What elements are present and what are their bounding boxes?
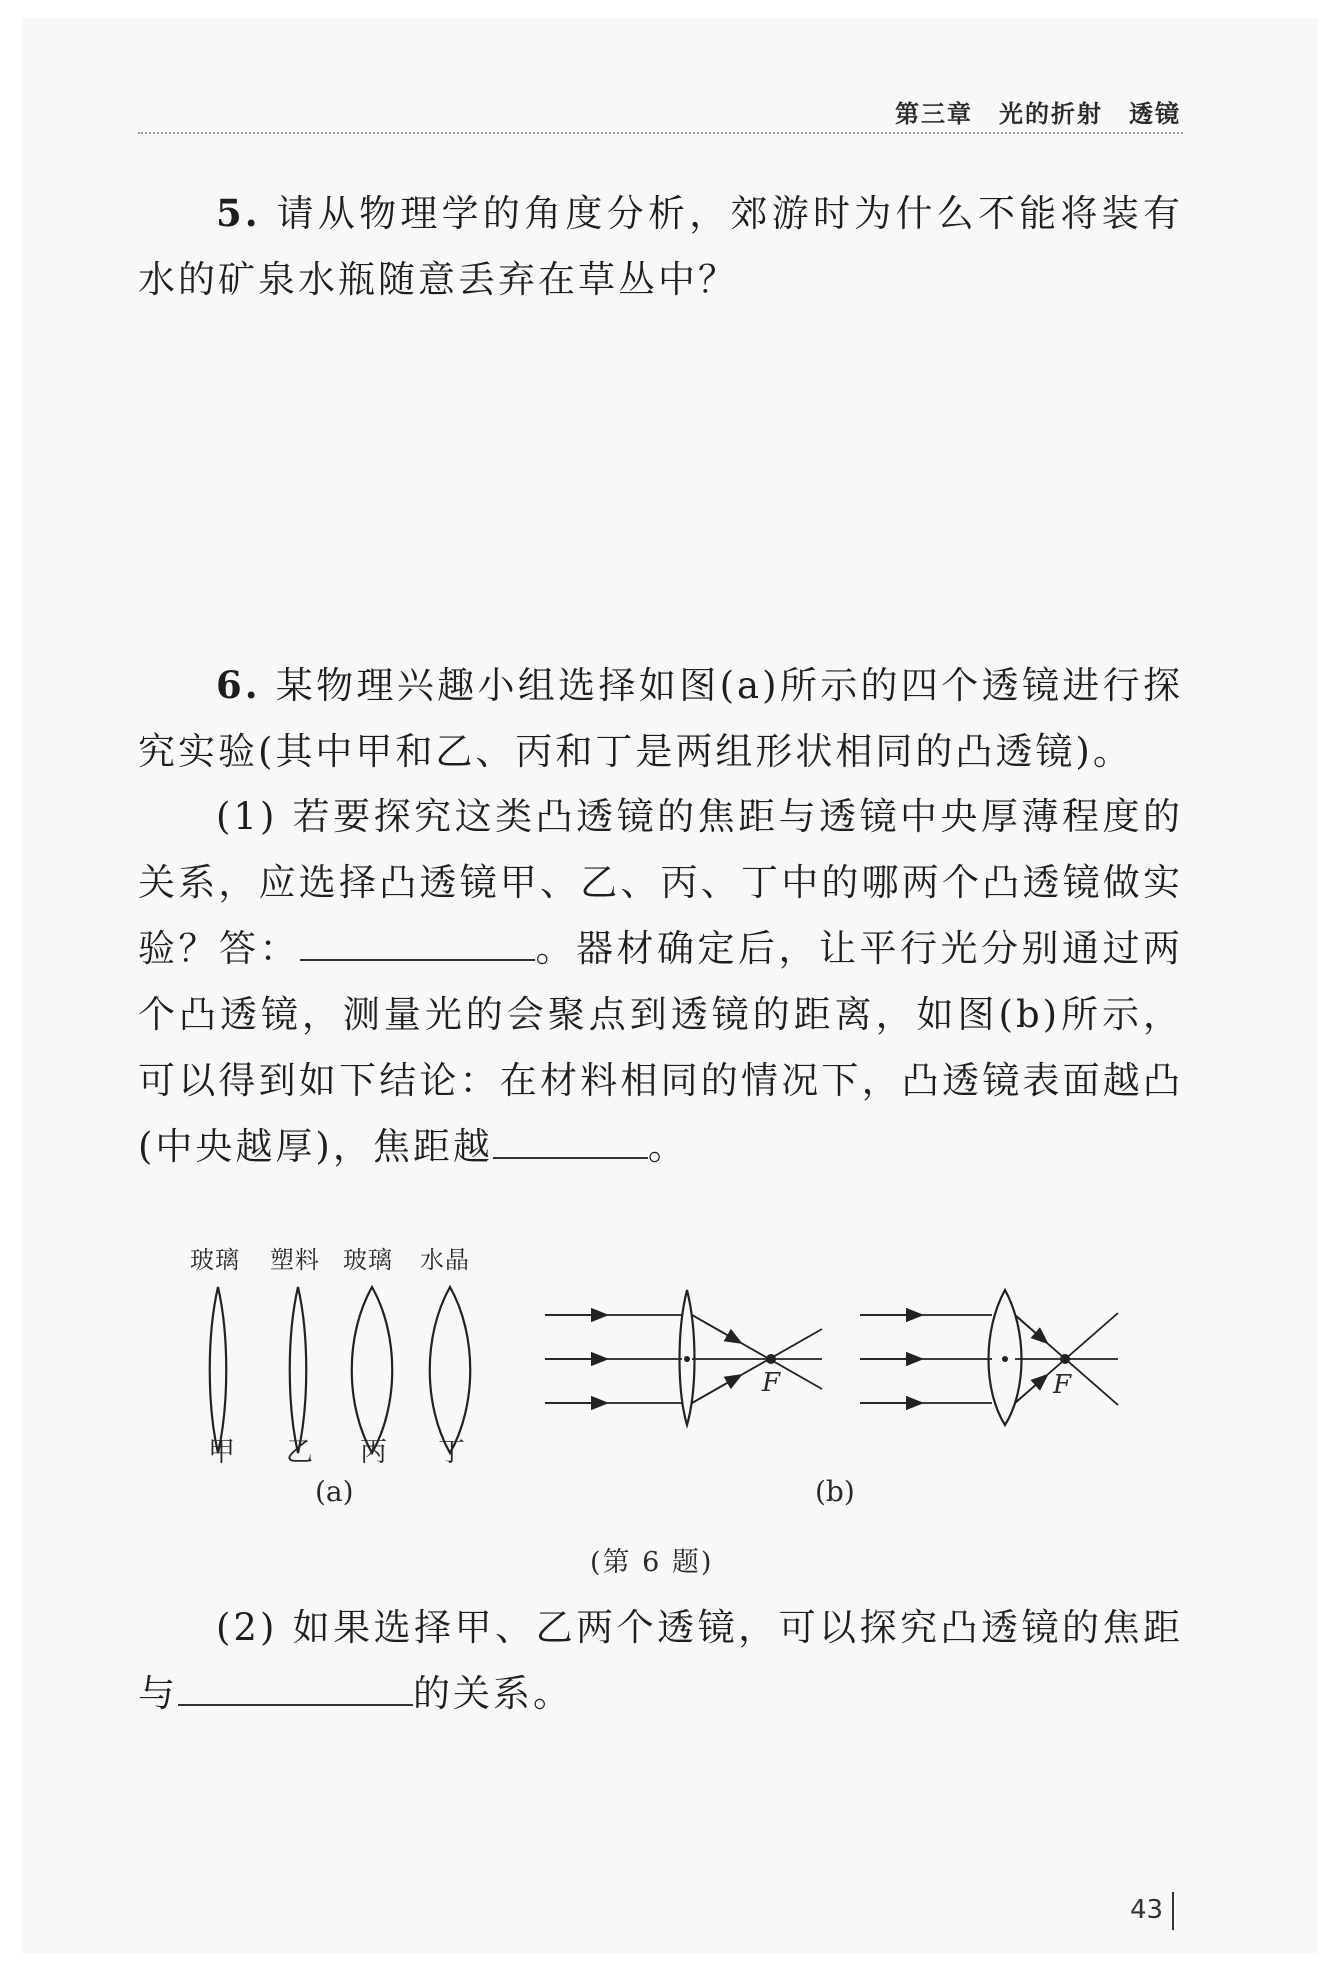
question-5-text: 请从物理学的角度分析，郊游时为什么不能将装有水的矿泉水瓶随意丢弃在草丛中？ xyxy=(138,192,1183,301)
lens-name-jia: 甲 xyxy=(208,1437,236,1468)
material-label-jia: 玻璃 xyxy=(190,1246,240,1274)
answer-blank-variable[interactable] xyxy=(178,1664,413,1706)
part-1-text-a: (1) 若要探究这类凸透镜的焦距与透镜中央厚薄程度的关系，应选择凸透镜甲、乙、丙、丁中的哪两个凸透镜做实验？答： xyxy=(138,795,1183,970)
part-2-text-b: 的关系。 xyxy=(413,1672,573,1715)
page-number-rule xyxy=(1172,1892,1174,1930)
question-6-intro-text: 某物理兴趣小组选择如图(a)所示的四个透镜进行探究实验(其中甲和乙、丙和丁是两组形状相同的凸透镜)。 xyxy=(138,664,1183,773)
page-number: 43 xyxy=(1130,1895,1164,1925)
lens-name-yi: 乙 xyxy=(286,1437,314,1468)
focus-label-thin: F xyxy=(762,1368,781,1398)
lens-name-bing: 丙 xyxy=(360,1437,388,1468)
material-label-yi: 塑料 xyxy=(270,1246,320,1274)
part-1-text-b: 。器材确定后，让平行光分别通过两个凸透镜，测量光的会聚点到透镜的距离，如图(b)所示，可以得到如下结论：在材料相同的情况下，凸透镜表面越凸(中央越厚)，焦距越 xyxy=(138,927,1183,1168)
figure-caption: (第 6 题) xyxy=(590,1547,714,1578)
material-label-bing: 玻璃 xyxy=(343,1246,393,1274)
lens-name-ding: 丁 xyxy=(438,1437,466,1468)
focus-label-thick: F xyxy=(1053,1370,1072,1400)
question-6-part-2 xyxy=(138,1595,1183,1727)
part-2-text-a: (2) 如果选择甲、乙两个透镜，可以探究凸透镜的焦距与 xyxy=(138,1606,1183,1715)
question-5-number: 5. xyxy=(216,191,261,235)
figure-b-label: (b) xyxy=(815,1475,855,1508)
material-label-ding: 水晶 xyxy=(420,1246,470,1274)
chapter-title: 第三章 光的折射 透镜 xyxy=(895,100,1181,128)
figure-a-label: (a) xyxy=(315,1475,354,1508)
question-6-number: 6. xyxy=(216,663,261,707)
part-1-end: 。 xyxy=(647,1125,688,1168)
